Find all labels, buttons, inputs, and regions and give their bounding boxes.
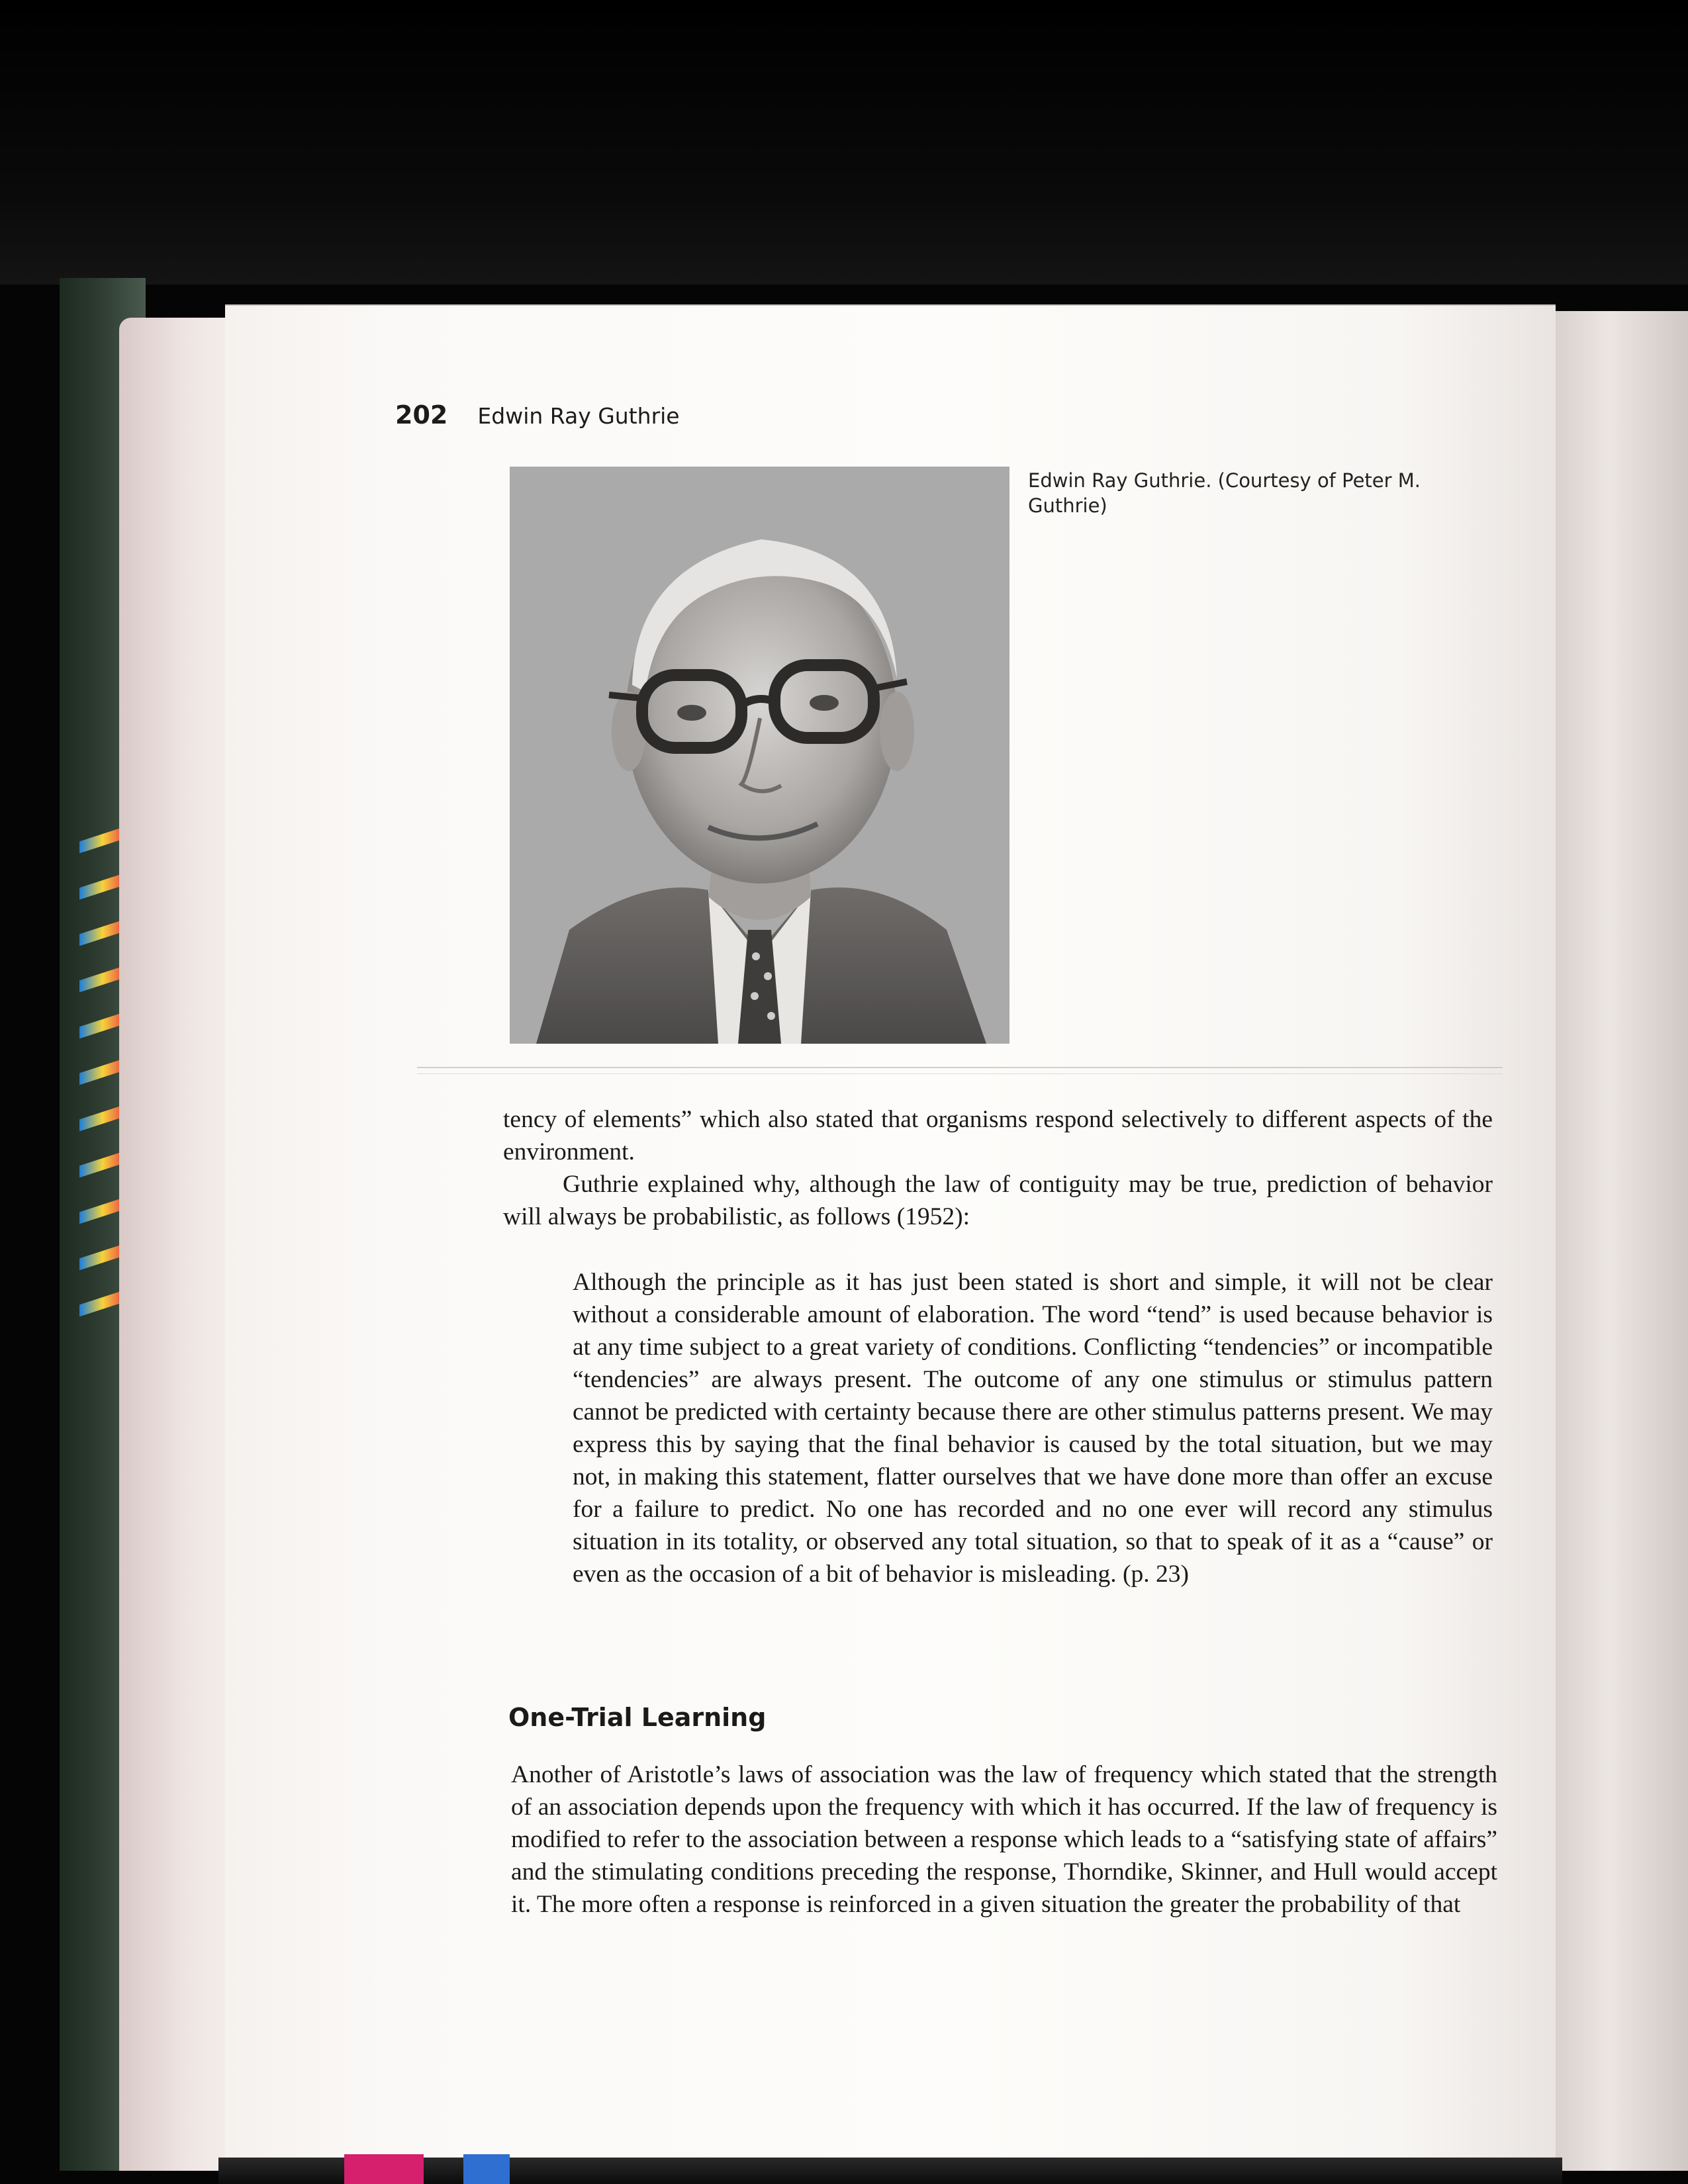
scan-background (0, 0, 1688, 285)
block-quote (573, 1266, 1493, 1590)
portrait-photo (510, 467, 1009, 1044)
paragraph-intro-quote (503, 1168, 1493, 1233)
paragraph-frequency (511, 1758, 1497, 1921)
color-strip (463, 2154, 510, 2184)
photo-caption: Edwin Ray Guthrie. (Courtesy of Peter M. Guthrie) (1028, 469, 1421, 517)
facing-page-edge (1556, 311, 1688, 2171)
running-title: Edwin Ray Guthrie (477, 403, 680, 429)
paragraph-text: Guthrie explained why, although the law of contiguity may be true, prediction of behavior will always be probabilistic, as follows (1952): (503, 1171, 1493, 1230)
running-head (395, 400, 680, 430)
quote-text: Although the principle as it has just been stated is short and simple, it will not be clear without a considerable amount of elaboration. The word “tend” is used because behavior is at any time subject to a great variety of conditions. Conflicting “tendencies” or incompatible “tendencies” are always present. The outcome of any one stimulus or stimulus pattern cannot be predicted with certainty because there are other stimulus patterns present. We may express this by saying that the final behavior is caused by the total situation, but we may not, in making this statement, flatter ourselves that we have done more than offer an excuse for a failure to predict. No one has recorded and no one ever will record any stimulus situation in its totality, or observed any total situation, so that to speak of it as a “cause” or even as the occasion of a bit of behavior is misleading. (p. 23) (573, 1269, 1493, 1588)
portrait-illustration (510, 467, 1009, 1044)
paragraph-text: Another of Aristotle’s laws of association was the law of frequency which stated that the strength of an association depends upon the frequency with which it has occurred. If the law of frequency is modified to refer to the association between a response which leads to a “satisfying state of affairs” and the stimulating conditions preceding the response, Thorndike, Skinner, and Hull would accept it. The more often a response is reinforced in a given situation the greater the probability of that (511, 1761, 1497, 1918)
color-strip (344, 2154, 424, 2184)
page-number: 202 (395, 400, 448, 430)
paragraph-text: tency of elements” which also stated that organisms respond selectively to different aspects of the environment. (503, 1106, 1493, 1165)
section-heading: One-Trial Learning (508, 1703, 767, 1732)
paragraph-continuation (503, 1103, 1493, 1168)
divider-rule (417, 1067, 1503, 1074)
